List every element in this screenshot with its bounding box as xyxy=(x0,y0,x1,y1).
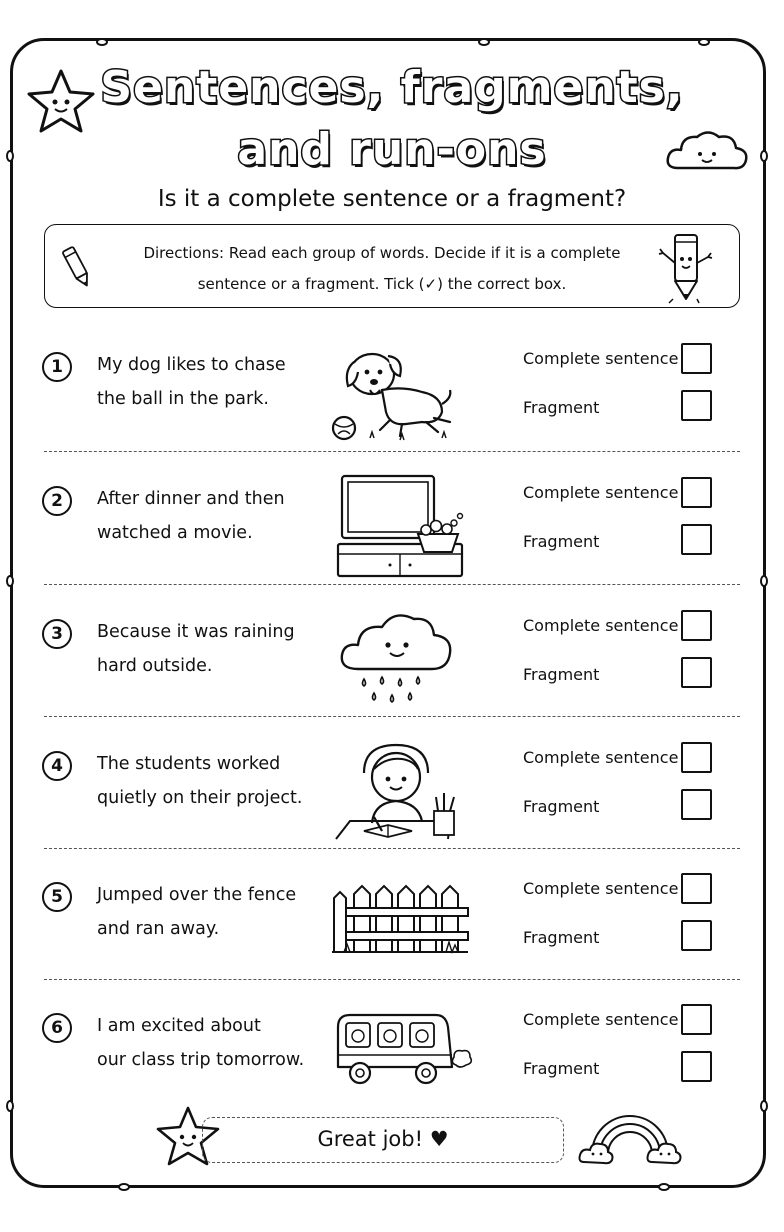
border-dot xyxy=(760,1100,768,1112)
section-divider xyxy=(44,848,740,849)
school-bus-icon xyxy=(330,1003,470,1109)
option-complete-sentence-label: Complete sentence xyxy=(523,349,679,368)
question-text-line-1: After dinner and then xyxy=(97,489,285,509)
cloud-face-icon xyxy=(664,128,750,172)
fragment-checkbox[interactable] xyxy=(681,920,712,951)
worksheet-title-line-2: and run-ons xyxy=(237,124,547,175)
option-complete-sentence-label: Complete sentence xyxy=(523,483,679,502)
question-text-line-2: quietly on their project. xyxy=(97,788,303,808)
question-text-line-1: I am excited about xyxy=(97,1016,261,1036)
question-number: 4 xyxy=(42,751,72,781)
section-divider xyxy=(44,451,740,452)
student-writing-icon xyxy=(330,741,470,847)
option-complete-sentence-label: Complete sentence xyxy=(523,1010,679,1029)
picket-fence-icon xyxy=(330,872,470,978)
option-fragment-label: Fragment xyxy=(523,398,600,417)
border-dot xyxy=(6,1100,14,1112)
section-divider xyxy=(44,716,740,717)
question-text-line-2: hard outside. xyxy=(97,656,213,676)
border-dot xyxy=(698,38,710,46)
option-fragment-label: Fragment xyxy=(523,797,600,816)
worksheet-title-line-1: Sentences, fragments, xyxy=(100,62,684,113)
border-dot xyxy=(478,38,490,46)
fragment-checkbox[interactable] xyxy=(681,657,712,688)
option-fragment-label: Fragment xyxy=(523,532,600,551)
border-dot xyxy=(118,1183,130,1191)
question-text-line-2: watched a movie. xyxy=(97,523,253,543)
pencil-character-icon xyxy=(653,229,717,307)
worksheet-subtitle: Is it a complete sentence or a fragment? xyxy=(157,186,627,212)
rainbow-icon xyxy=(578,1102,682,1166)
fragment-checkbox[interactable] xyxy=(681,1051,712,1082)
question-text-line-2: and ran away. xyxy=(97,919,220,939)
question-number: 6 xyxy=(42,1013,72,1043)
border-dot xyxy=(658,1183,670,1191)
question-item-2 xyxy=(30,470,754,602)
border-dot xyxy=(760,575,768,587)
complete-sentence-checkbox[interactable] xyxy=(681,477,712,508)
border-dot xyxy=(96,38,108,46)
option-complete-sentence-label: Complete sentence xyxy=(523,748,679,767)
complete-sentence-checkbox[interactable] xyxy=(681,1004,712,1035)
rain-cloud-icon xyxy=(330,609,470,715)
option-fragment-label: Fragment xyxy=(523,928,600,947)
question-text-line-1: The students worked xyxy=(97,754,281,774)
question-number: 2 xyxy=(42,486,72,516)
dog-chasing-ball-icon xyxy=(330,342,470,448)
fragment-checkbox[interactable] xyxy=(681,789,712,820)
question-text-line-2: our class trip tomorrow. xyxy=(97,1050,305,1070)
question-text-line-1: Jumped over the fence xyxy=(97,885,297,905)
question-number: 3 xyxy=(42,619,72,649)
complete-sentence-checkbox[interactable] xyxy=(681,610,712,641)
complete-sentence-checkbox[interactable] xyxy=(681,343,712,374)
section-divider xyxy=(44,584,740,585)
directions-line-1: Directions: Read each group of words. Decide if it is a complete xyxy=(143,244,621,262)
option-complete-sentence-label: Complete sentence xyxy=(523,879,679,898)
pencil-icon xyxy=(59,243,95,291)
question-number: 5 xyxy=(42,882,72,912)
directions-box xyxy=(44,224,740,308)
question-number: 1 xyxy=(42,352,72,382)
section-divider xyxy=(44,979,740,980)
option-fragment-label: Fragment xyxy=(523,665,600,684)
question-text-line-1: Because it was raining xyxy=(97,622,295,642)
great-job-banner: Great job! ♥ xyxy=(202,1117,564,1163)
border-dot xyxy=(6,575,14,587)
question-text-line-2: the ball in the park. xyxy=(97,389,269,409)
option-fragment-label: Fragment xyxy=(523,1059,600,1078)
question-item-1 xyxy=(30,336,754,468)
fragment-checkbox[interactable] xyxy=(681,390,712,421)
option-complete-sentence-label: Complete sentence xyxy=(523,616,679,635)
question-text-line-1: My dog likes to chase xyxy=(97,355,286,375)
tv-with-popcorn-icon xyxy=(330,476,470,582)
directions-line-2: sentence or a fragment. Tick (✓) the correct box. xyxy=(197,275,567,293)
complete-sentence-checkbox[interactable] xyxy=(681,873,712,904)
complete-sentence-checkbox[interactable] xyxy=(681,742,712,773)
fragment-checkbox[interactable] xyxy=(681,524,712,555)
